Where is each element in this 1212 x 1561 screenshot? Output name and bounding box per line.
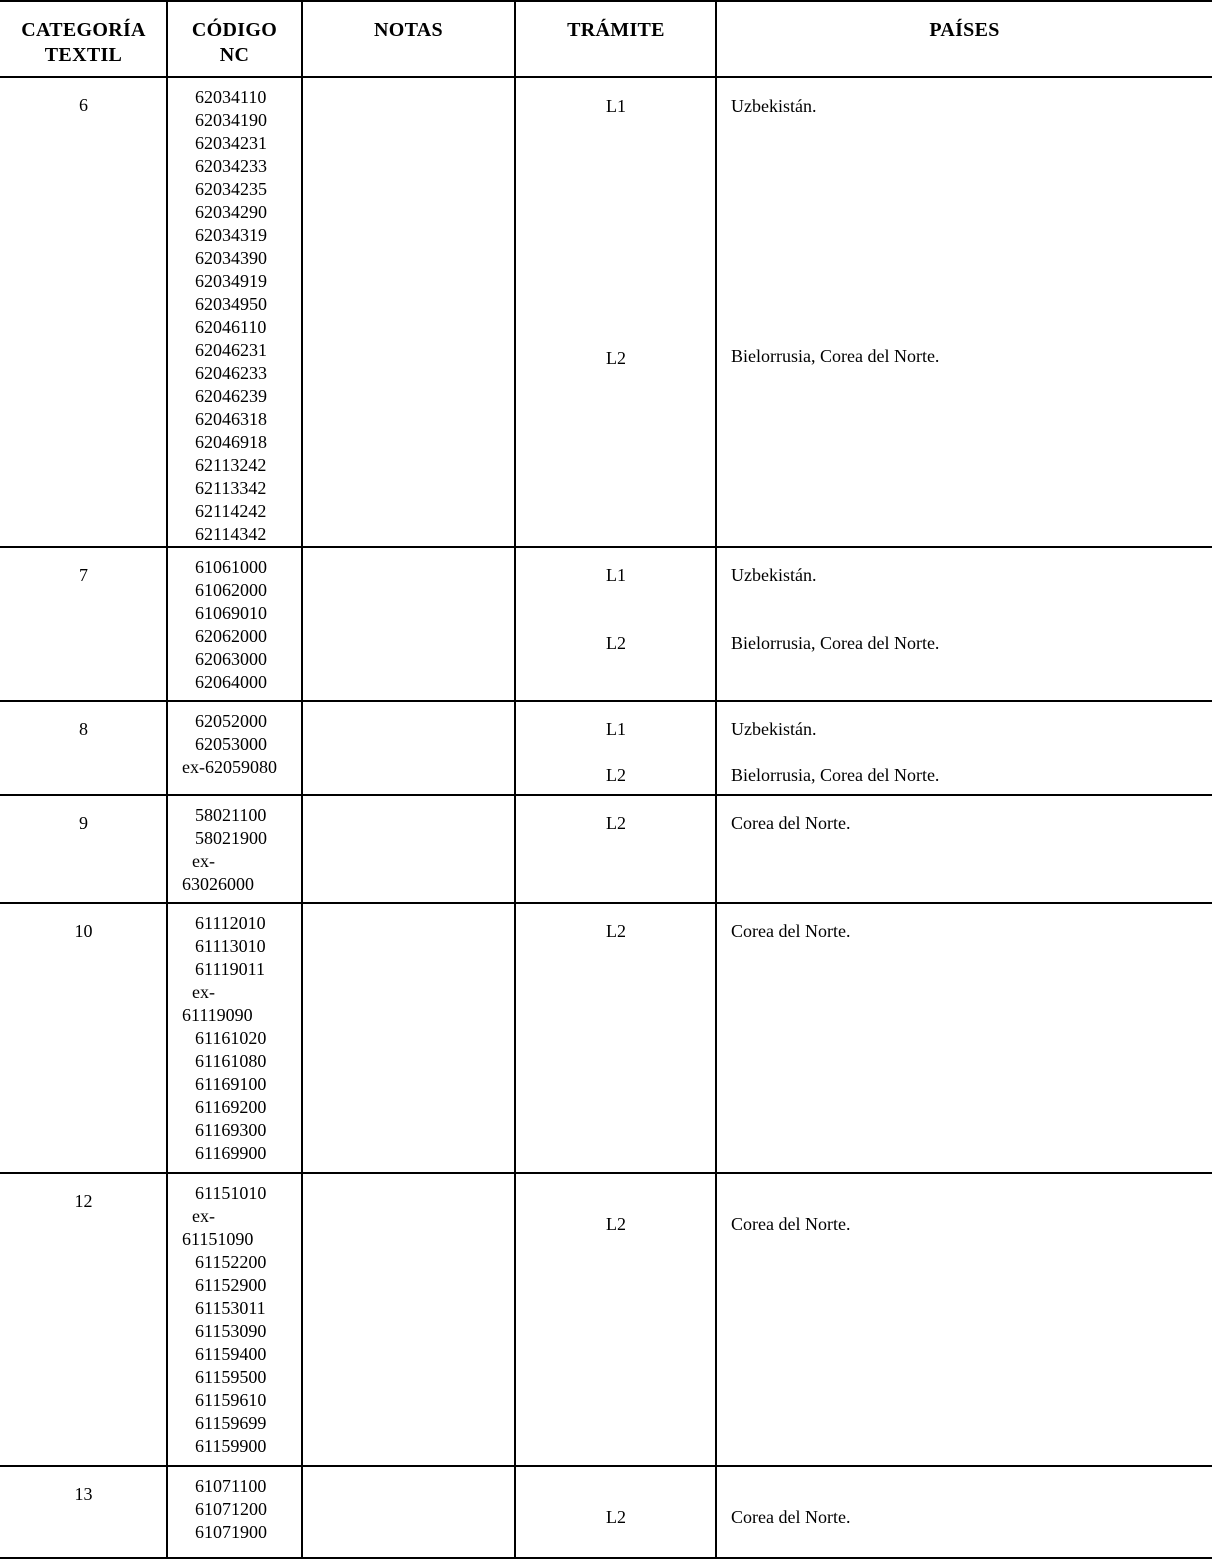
nc-code: 62114342 xyxy=(195,524,267,544)
nc-code: 62113242 xyxy=(195,455,267,475)
nc-code: 61119090 xyxy=(182,1005,253,1025)
nc-code: 62046231 xyxy=(195,340,267,360)
categoria-cell: 13 xyxy=(74,1484,93,1504)
codigo-cell xyxy=(168,804,301,896)
tramite-cell: L1 xyxy=(606,565,626,585)
nc-code: 62046233 xyxy=(195,363,267,383)
nc-code: 61061000 xyxy=(195,557,267,577)
table-top-border xyxy=(0,0,1212,2)
nc-code: 61161020 xyxy=(195,1028,267,1048)
nc-code: 61113010 xyxy=(195,936,266,956)
row-divider xyxy=(0,1172,1212,1174)
nc-code: 62046239 xyxy=(195,386,267,406)
nc-code: 61159400 xyxy=(195,1344,267,1364)
nc-code: 62063000 xyxy=(195,649,267,669)
nc-code: 62046110 xyxy=(195,317,267,337)
paises-cell: Bielorrusia, Corea del Norte. xyxy=(731,633,940,653)
nc-code: 62034290 xyxy=(195,202,267,222)
nc-code: 61159610 xyxy=(195,1390,267,1410)
nc-code: 62034390 xyxy=(195,248,267,268)
nc-code: 61159500 xyxy=(195,1367,267,1387)
header-categoria: CATEGORÍA TEXTIL xyxy=(21,19,146,66)
categoria-cell: 9 xyxy=(79,813,88,833)
nc-code: ex-62059080 xyxy=(182,757,277,777)
codigo-cell xyxy=(168,556,301,694)
row-divider xyxy=(0,700,1212,702)
paises-cell: Uzbekistán. xyxy=(731,719,817,739)
nc-code: 61169300 xyxy=(195,1120,267,1140)
nc-code: 61152900 xyxy=(195,1275,267,1295)
nc-code: 61152200 xyxy=(195,1252,267,1272)
paises-cell: Uzbekistán. xyxy=(731,96,817,116)
tramite-cell: L2 xyxy=(606,1214,626,1234)
paises-cell: Corea del Norte. xyxy=(731,1507,851,1527)
nc-code: ex- xyxy=(192,982,215,1002)
tramite-cell: L2 xyxy=(606,813,626,833)
header-notas: NOTAS xyxy=(374,19,443,41)
tramite-cell: L2 xyxy=(606,1507,626,1527)
categoria-cell: 10 xyxy=(74,921,93,941)
nc-code: 62034235 xyxy=(195,179,267,199)
row-divider xyxy=(0,902,1212,904)
nc-code: 61151010 xyxy=(195,1183,267,1203)
codigo-cell xyxy=(168,710,301,779)
nc-code: 61153011 xyxy=(195,1298,266,1318)
row-divider xyxy=(0,546,1212,548)
nc-code: 61169900 xyxy=(195,1143,267,1163)
nc-code: 63026000 xyxy=(182,874,254,894)
tramite-cell: L2 xyxy=(606,348,626,368)
nc-code: 61071900 xyxy=(195,1522,267,1542)
tramite-cell: L2 xyxy=(606,765,626,785)
nc-code: 62064000 xyxy=(195,672,267,692)
paises-cell: Uzbekistán. xyxy=(731,565,817,585)
nc-code: 62034110 xyxy=(195,87,267,107)
nc-code: 61151090 xyxy=(182,1229,254,1249)
paises-cell: Corea del Norte. xyxy=(731,921,851,941)
codigo-cell xyxy=(168,86,301,546)
nc-code: 61153090 xyxy=(195,1321,267,1341)
paises-cell: Corea del Norte. xyxy=(731,1214,851,1234)
tramite-cell: L1 xyxy=(606,96,626,116)
header-paises: PAÍSES xyxy=(929,19,1000,41)
nc-code: 61071100 xyxy=(195,1476,267,1496)
nc-code: 62053000 xyxy=(195,734,267,754)
codigo-cell xyxy=(168,1475,301,1544)
paises-cell: Bielorrusia, Corea del Norte. xyxy=(731,346,940,366)
categoria-cell: 12 xyxy=(74,1191,93,1211)
nc-code: 61169100 xyxy=(195,1074,267,1094)
nc-code: 62046318 xyxy=(195,409,267,429)
nc-code: 62046918 xyxy=(195,432,267,452)
nc-code: ex- xyxy=(192,851,215,871)
categoria-cell: 7 xyxy=(79,565,88,585)
nc-code: 61112010 xyxy=(195,913,266,933)
nc-code: 62052000 xyxy=(195,711,267,731)
nc-code: 62114242 xyxy=(195,501,267,521)
tramite-cell: L1 xyxy=(606,719,626,739)
nc-code: 61159900 xyxy=(195,1436,267,1456)
nc-code: 61169200 xyxy=(195,1097,267,1117)
paises-cell: Corea del Norte. xyxy=(731,813,851,833)
column-divider xyxy=(301,0,303,1559)
codigo-cell xyxy=(168,1182,301,1458)
tramite-cell: L2 xyxy=(606,633,626,653)
nc-code: 58021100 xyxy=(195,805,267,825)
nc-code: 62034233 xyxy=(195,156,267,176)
nc-code: 61071200 xyxy=(195,1499,267,1519)
tramite-cell: L2 xyxy=(606,921,626,941)
nc-code: 62034319 xyxy=(195,225,267,245)
nc-code: 62034231 xyxy=(195,133,267,153)
codigo-cell xyxy=(168,912,301,1165)
nc-code: 61069010 xyxy=(195,603,267,623)
nc-code: ex- xyxy=(192,1206,215,1226)
paises-cell: Bielorrusia, Corea del Norte. xyxy=(731,765,940,785)
table-bottom-border xyxy=(0,1557,1212,1559)
categoria-cell: 6 xyxy=(79,95,88,115)
categoria-cell: 8 xyxy=(79,719,88,739)
row-divider xyxy=(0,1465,1212,1467)
nc-code: 61159699 xyxy=(195,1413,267,1433)
header-bottom-border xyxy=(0,76,1212,78)
nc-code: 62034919 xyxy=(195,271,267,291)
nc-code: 62034190 xyxy=(195,110,267,130)
nc-code: 61161080 xyxy=(195,1051,267,1071)
nc-code: 58021900 xyxy=(195,828,267,848)
header-codigo: CÓDIGO NC xyxy=(191,19,278,66)
nc-code: 61119011 xyxy=(195,959,265,979)
nc-code: 62034950 xyxy=(195,294,267,314)
row-divider xyxy=(0,794,1212,796)
nc-code: 62062000 xyxy=(195,626,267,646)
nc-code: 62113342 xyxy=(195,478,267,498)
nc-code: 61062000 xyxy=(195,580,267,600)
header-tramite: TRÁMITE xyxy=(567,19,665,41)
